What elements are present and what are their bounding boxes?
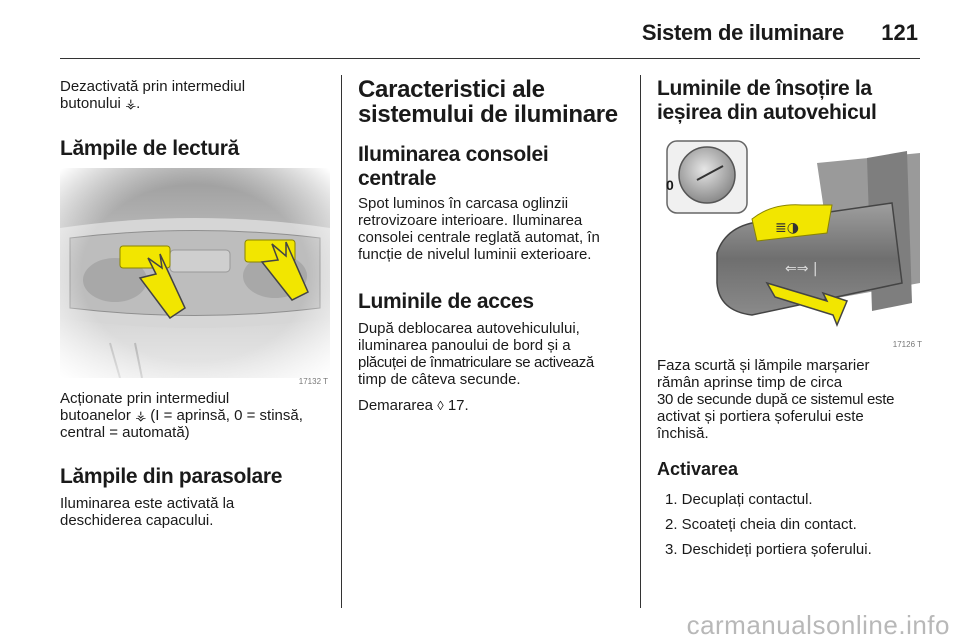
escort-heading-line: Luminile de însoțire la [657,77,872,100]
watermark: carmanualsonline.info [686,610,950,640]
access-text [358,320,630,388]
light-switch-figure [657,133,922,349]
console-line: consolei centrale reglată automat, în [358,229,600,246]
svg-text:⇐⇒ |: ⇐⇒ | [785,261,818,277]
visor-line: deschiderea capacului. [60,512,214,529]
dome-light-icon: ⚶ [125,96,137,111]
column-divider-1 [341,75,342,608]
actionate-text [60,390,335,441]
section-heading-line: Caracteristici ale [358,76,545,103]
escort-text [657,357,927,442]
column-divider-2 [640,75,641,608]
console-line: Spot luminos în carcasa oglinzii [358,195,569,212]
light-switch-illustration [657,133,920,343]
actionate-line: central = automată) [60,424,190,441]
actionate-line: Acționate prin intermediul [60,390,230,407]
switch-position-label: 0 [666,177,674,193]
escort-line: Faza scurtă și lămpile marșarier [657,357,870,374]
section-heading [358,77,630,127]
reading-lamps-heading: Lămpile de lectură [60,137,239,160]
visor-text [60,495,330,529]
start-reference-page[interactable]: 17. [447,397,469,414]
start-text: Demararea [358,397,434,414]
escort-line: rămân aprinse timp de circa [657,374,843,391]
reading-lamps-figure [60,168,330,386]
access-line: timp de câteva secunde. [358,371,521,388]
section-heading-line: sistemului de iluminare [358,101,618,128]
activation-heading: Activarea [657,459,739,479]
start-reference [358,397,630,414]
access-line: iluminarea panoului de bord și a [358,337,571,354]
page-reference-icon: ◊ [437,398,444,413]
intro-line: butonului [60,95,121,112]
access-lights-heading: Luminile de acces [358,290,534,313]
figure-number: 17126 T [892,340,922,349]
intro-end: . [136,95,141,112]
intro-text [60,78,330,112]
actionate-line: butoanelor [60,407,131,424]
reading-lamps-illustration [60,168,330,378]
escort-line: activat și portiera șoferului este [657,408,864,425]
figure-number: 17132 T [298,377,328,386]
svg-text:≣◑: ≣◑ [775,220,799,236]
console-heading-line: centrale [358,167,437,190]
intro-line: Dezactivată prin intermediul [60,78,246,95]
visor-lamps-heading: Lămpile din parasolare [60,465,283,488]
access-line: După deblocarea autovehiculului, [358,320,580,337]
activation-steps [665,491,927,566]
escort-line: închisă. [657,425,709,442]
page-header [60,0,920,59]
actionate-line: (I = aprinsă, 0 = stinsă, [150,407,303,424]
console-heading-line: Iluminarea consolei [358,143,549,166]
page-number: 121 [881,20,918,45]
console-line: retrovizoare interioare. Iluminarea [358,212,583,229]
page-title: Sistem de iluminare [641,20,844,45]
list-item: 1. Decuplați contactul. [665,491,813,508]
console-text [358,195,630,263]
escort-line: 30 de secunde după ce sistemul este [657,391,895,408]
reading-lamp-icon: ⚶ [135,408,147,423]
visor-line: Iluminarea este activată la [60,495,235,512]
console-heading [358,143,630,191]
escort-heading-line: ieșirea din autovehicul [657,101,877,124]
access-line: plăcuței de înmatriculare se activează [358,354,594,371]
console-line: funcție de nivelul luminii exterioare. [358,246,592,263]
list-item: 3. Deschideți portiera șoferului. [665,541,872,558]
list-item: 2. Scoateți cheia din contact. [665,516,857,533]
escort-lights-heading [657,77,927,125]
